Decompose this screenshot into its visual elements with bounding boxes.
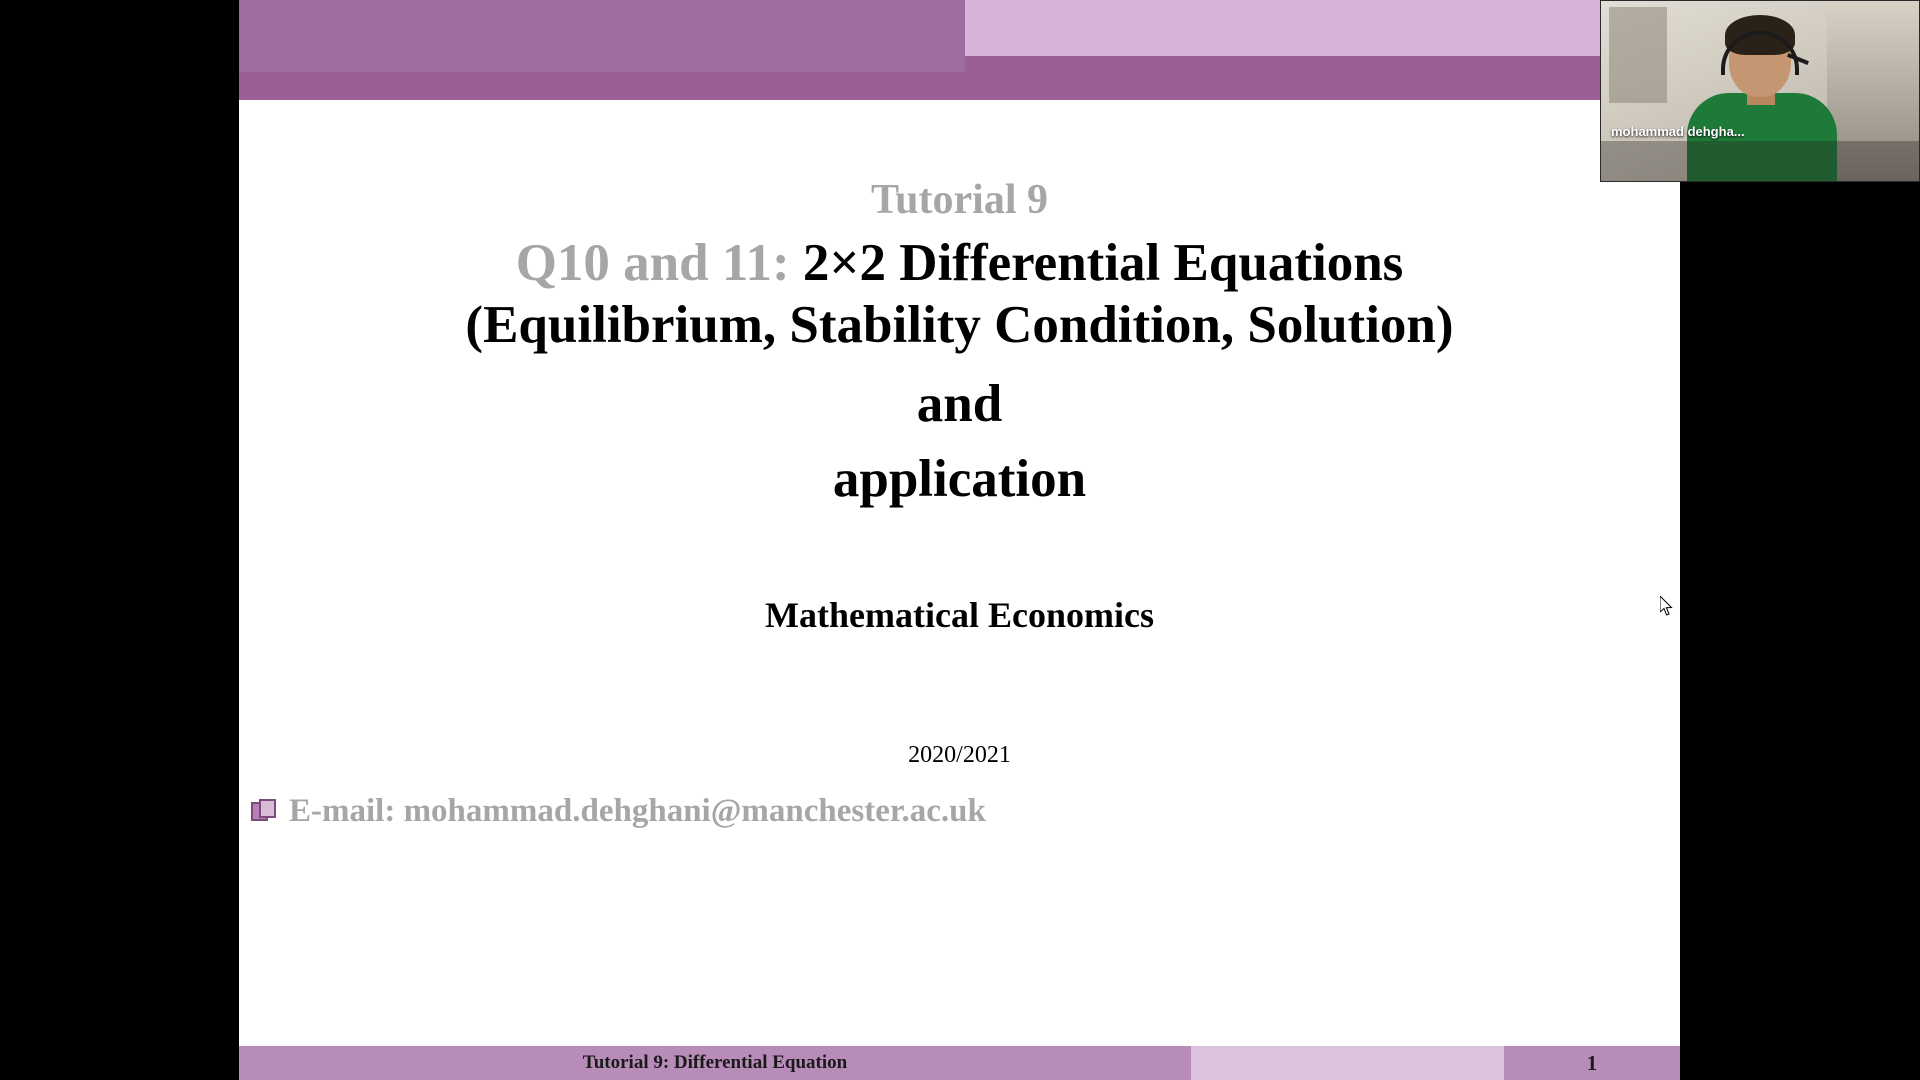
- slide-title-line-1-rest: 2×2 Differential Equations: [802, 234, 1404, 293]
- slide-email-label[interactable]: E-mail: mohammad.dehghani@manchester.ac.uk: [289, 793, 986, 830]
- slide-banner-dark-block: [239, 0, 965, 72]
- slide-year: 2020/2021: [908, 742, 1011, 769]
- slide-title-line-2: (Equilibrium, Stability Condition, Solution): [465, 295, 1454, 354]
- slide-title-application: application: [832, 450, 1087, 509]
- slide-body: [239, 100, 1680, 1028]
- slide-page-number: 1: [1586, 1051, 1598, 1075]
- mail-stack-icon: [251, 799, 277, 825]
- slide-tutorial-label: Tutorial 9: [871, 177, 1048, 223]
- slide-email-row: [239, 793, 1680, 830]
- webcam-tile[interactable]: [1600, 0, 1920, 182]
- presentation-slide[interactable]: [239, 0, 1680, 1080]
- slide-banner-strip: [239, 72, 1680, 100]
- slide-banner-light-block: [965, 0, 1680, 56]
- webcam-door: [1609, 7, 1667, 103]
- slide-title-and: and: [916, 374, 1003, 433]
- slide-title-line-1: [239, 235, 1680, 292]
- slide-footer: [239, 1046, 1680, 1080]
- slide-footer-mid-block: [1191, 1046, 1504, 1080]
- slide-subject: Mathematical Economics: [765, 595, 1154, 636]
- slide-footer-title: Tutorial 9: Differential Equation: [582, 1052, 848, 1073]
- webcam-participant-name: mohammad dehgha...: [1611, 124, 1745, 139]
- slide-title-prefix: Q10 and 11:: [515, 234, 790, 293]
- webcam-foreground-shadow: [1601, 141, 1920, 181]
